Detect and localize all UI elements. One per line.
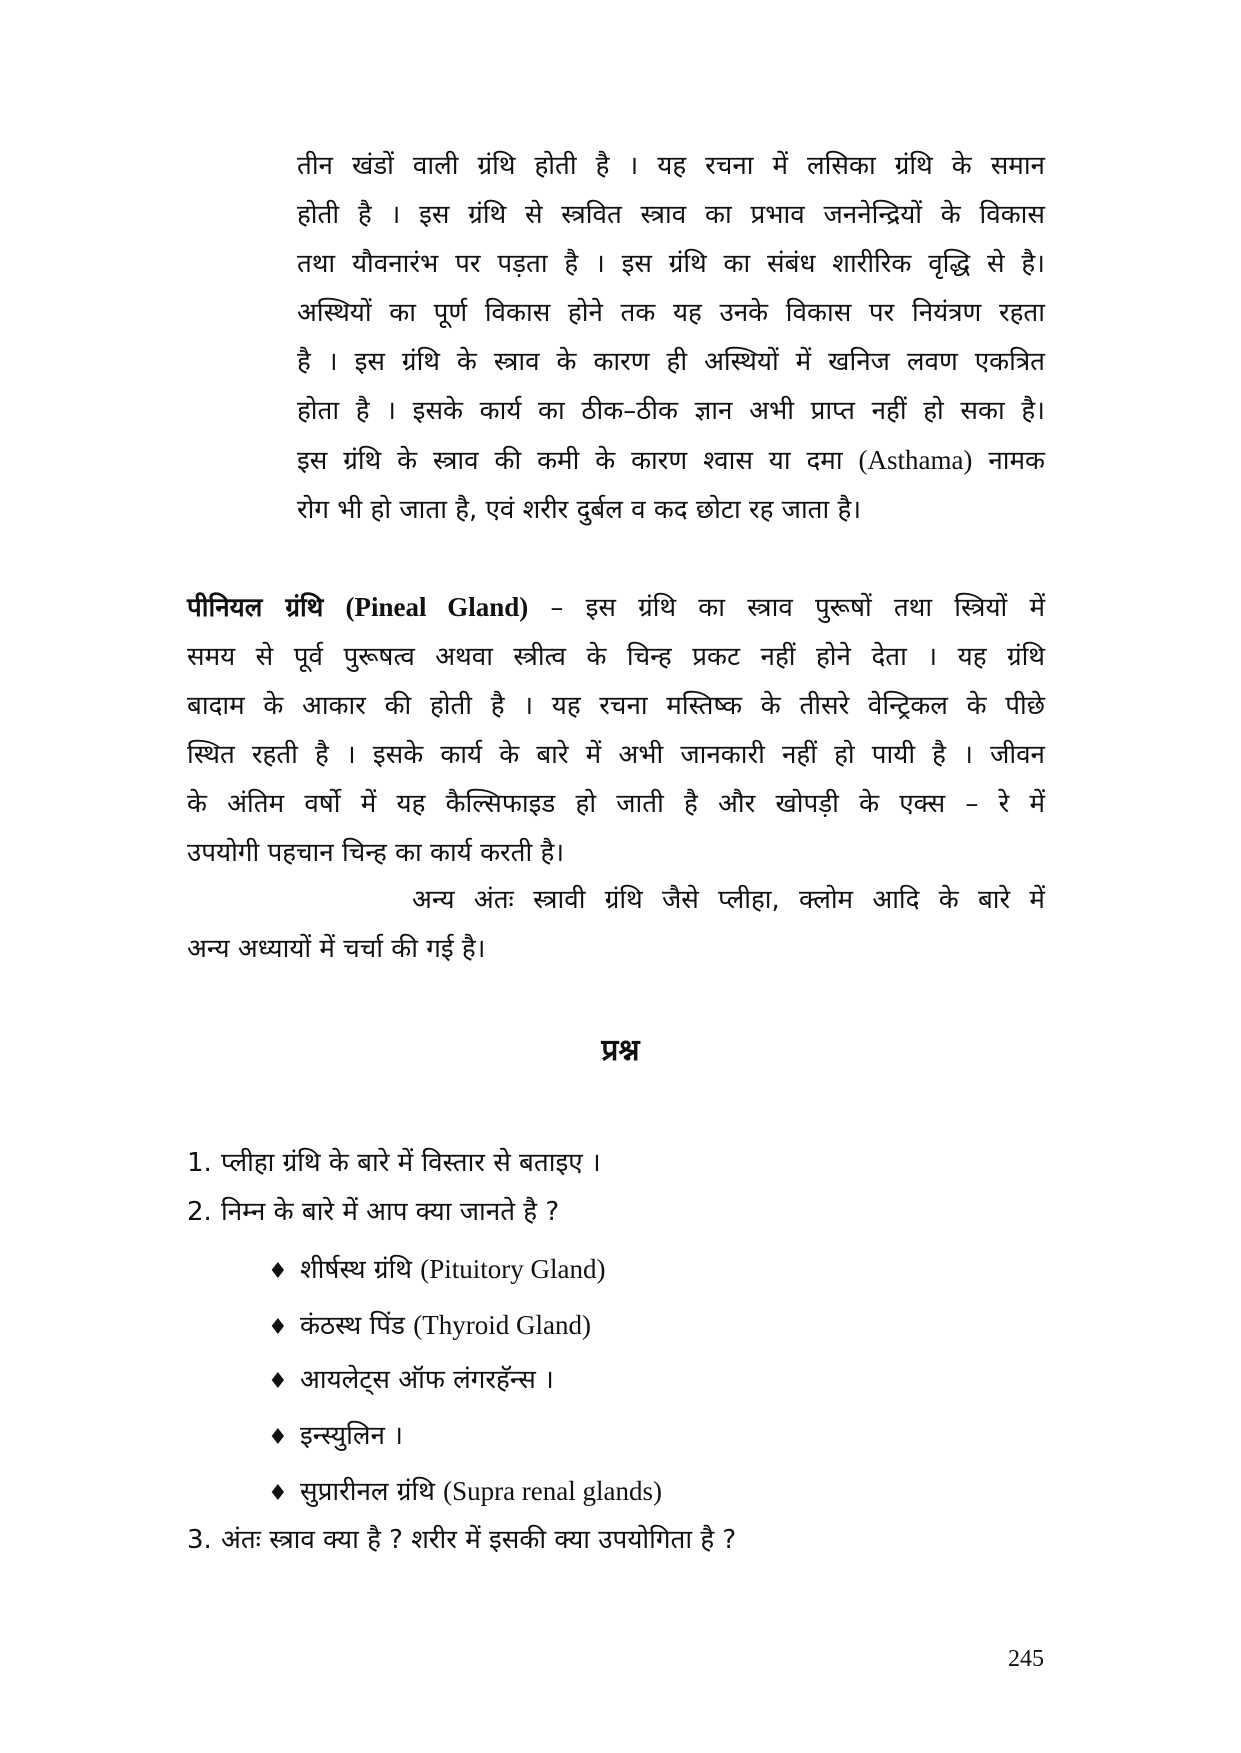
section-title-latin: (Pineal Gland) [345, 592, 529, 622]
text-line: बादाम के आकार की होती है । यह रचना मस्तिष्क के तीसरे वेन्ट्रिकल के पीछे [187, 691, 1045, 721]
bullet-item [268, 1360, 554, 1402]
question-text: अंतः स्त्राव क्या है ? शरीर में इसकी क्या उपयोगिता है ? [221, 1525, 737, 1555]
paragraph-pineal-gland [187, 583, 1045, 878]
question-text: निम्न के बारे में आप क्या जानते है ? [221, 1197, 560, 1227]
bullet-item [268, 1305, 591, 1348]
latin-term: (Asthama) [858, 445, 973, 475]
text-line: समय से पूर्व पुरूषत्व अथवा स्त्रीत्व के चिन्ह प्रकट नहीं होने देता । यह ग्रंथि [187, 642, 1045, 672]
text-segment: – इस ग्रंथि का स्त्राव पुरूषों तथा स्त्रियों में [550, 593, 1046, 623]
text-line: है । इस ग्रंथि के स्त्राव के कारण ही अस्थियों में खनिज लवण एकत्रित [297, 347, 1045, 377]
diamond-bullet-icon: ♦ [268, 1425, 288, 1450]
bullet-item [268, 1471, 662, 1514]
bullet-text: इन्स्युलिन । [300, 1421, 404, 1451]
text-line: स्थित रहती है । इसके कार्य के बारे में अभी जानकारी नहीं हो पायी है । जीवन [187, 740, 1045, 770]
text-line: रोग भी हो जाता है, एवं शरीर दुर्बल व कद छोटा रह जाता है। [297, 495, 862, 525]
text-line: होती है । इस ग्रंथि से स्त्रवित स्त्राव का प्रभाव जननेन्द्रियों के विकास [297, 200, 1045, 230]
text-line: के अंतिम वर्षो में यह कैल्सिफाइड हो जाती है और खोपड़ी के एक्स – रे में [187, 789, 1045, 819]
diamond-bullet-icon: ♦ [268, 1315, 288, 1340]
question-3 [187, 1520, 736, 1560]
text-line [187, 583, 1045, 633]
question-number: 3. [187, 1525, 212, 1555]
text-line: अन्य अंतः स्त्रावी ग्रंथि जैसे प्लीहा, क्लोम आदि के बारे में [412, 885, 1045, 915]
text-line: अस्थियों का पूर्ण विकास होने तक यह उनके विकास पर नियंत्रण रहता [297, 298, 1045, 328]
bullet-text: कंठस्थ पिंड [300, 1311, 405, 1341]
bullet-text: शीर्षस्थ ग्रंथि [300, 1255, 412, 1285]
question-text: प्लीहा ग्रंथि के बारे में विस्तार से बताइए । [221, 1148, 601, 1178]
questions-heading: प्रश्न [601, 1033, 640, 1068]
diamond-bullet-icon: ♦ [268, 1481, 288, 1506]
section-title: पीनियल ग्रंथि [187, 593, 324, 623]
question-1 [187, 1143, 601, 1183]
text-line: होता है । इसके कार्य का ठीक–ठीक ज्ञान अभी प्राप्त नहीं हो सका है। [297, 396, 1045, 426]
paragraph-thymus-continued [297, 142, 1045, 535]
bullet-latin: (Supra renal glands) [443, 1476, 663, 1506]
text-line: तीन खंडों वाली ग्रंथि होती है । यह रचना में लसिका ग्रंथि के समान [297, 151, 1045, 181]
bullet-text: आयलेट्स ऑफ लंगरहॅन्स । [300, 1365, 554, 1395]
question-number: 1. [187, 1148, 212, 1178]
diamond-bullet-icon: ♦ [268, 1259, 288, 1284]
bullet-latin: (Pituitory Gland) [420, 1254, 606, 1284]
text-line: अन्य अध्यायों में चर्चा की गई है। [187, 934, 486, 964]
text-line: तथा यौवनारंभ पर पड़ता है । इस ग्रंथि का संबंध शारीरिक वृद्धि से है। [297, 249, 1045, 279]
question-number: 2. [187, 1197, 212, 1227]
text-segment: इस ग्रंथि के स्त्राव की कमी के कारण श्वास या दमा [297, 446, 843, 476]
bullet-text: सुप्रारीनल ग्रंथि [300, 1477, 435, 1507]
paragraph-other-glands [187, 876, 1045, 974]
bullet-item [268, 1249, 605, 1292]
page-number: 245 [1008, 1646, 1044, 1672]
text-segment: नामक [988, 446, 1046, 476]
text-line [297, 436, 1045, 486]
diamond-bullet-icon: ♦ [268, 1369, 288, 1394]
bullet-item [268, 1416, 403, 1458]
bullet-latin: (Thyroid Gland) [413, 1310, 591, 1340]
text-line: उपयोगी पहचान चिन्ह का कार्य करती है। [187, 838, 565, 868]
question-2 [187, 1192, 559, 1232]
